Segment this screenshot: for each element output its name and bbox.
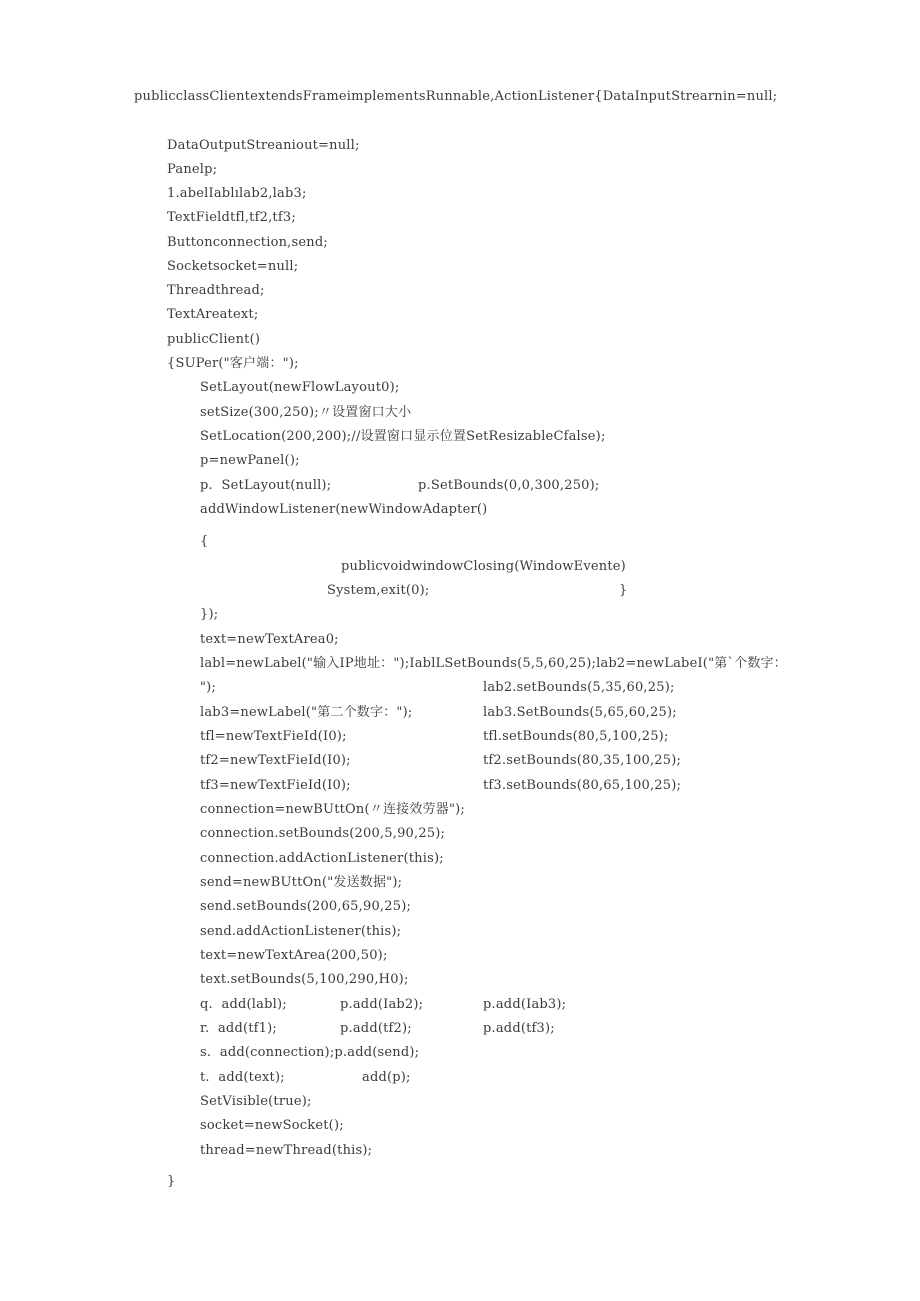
code-text: text=newTextArea(200,50); — [200, 948, 388, 963]
code-text: tf3=newTextFieId(I0); — [200, 778, 351, 793]
code-text: send.setBounds(200,65,90,25); — [200, 899, 412, 914]
code-text: 1.abelIablılab2,lab3; — [167, 186, 307, 201]
code-text: lab2.setBounds(5,35,60,25); — [483, 680, 675, 695]
code-text: TextFieldtfl,tf2,tf3; — [167, 210, 296, 225]
code-text: r. add(tf1); — [200, 1021, 278, 1036]
code-text: Socketsocket=null; — [167, 259, 299, 274]
code-text: p=newPanel(); — [200, 453, 300, 468]
code-text: } — [167, 1174, 176, 1189]
code-text: {SUPer("客户端："); — [167, 356, 299, 371]
code-text: publicclassClientextendsFrameimplementsRunnable,ActionListener{DataInputStrearnin=null; — [134, 89, 778, 104]
code-text: }); — [200, 607, 219, 622]
code-text: DataOutputStreaniout=null; — [167, 138, 360, 153]
code-text: addWindowListener(newWindowAdapter() — [200, 502, 488, 517]
code-text: tf3.setBounds(80,65,100,25); — [483, 778, 682, 793]
code-text: p.SetBounds(0,0,300,250); — [418, 478, 600, 493]
code-text: System,exit(0); — [327, 583, 430, 598]
code-text: p.add(Iab2); — [340, 997, 424, 1012]
code-text: connection.setBounds(200,5,90,25); — [200, 826, 446, 841]
code-text: p.add(tf2); — [340, 1021, 412, 1036]
code-text: send.addActionListener(this); — [200, 924, 402, 939]
code-text: SetLocation(200,200);//设置窗口显示位置SetResizableCfalse); — [200, 429, 606, 444]
code-text: "); — [200, 680, 217, 695]
code-text: TextAreatext; — [167, 307, 259, 322]
code-text: connection=newBUttOn(〃连接效劳器"); — [200, 802, 465, 817]
code-text: t. add(text); — [200, 1070, 285, 1085]
code-text: text=newTextArea0; — [200, 632, 339, 647]
code-text: tf2.setBounds(80,35,100,25); — [483, 753, 682, 768]
code-text: send=newBUttOn("发送数据"); — [200, 875, 403, 890]
code-text: tf2=newTextFieId(I0); — [200, 753, 351, 768]
code-text: p. SetLayout(null); — [200, 478, 332, 493]
code-text: p.add(Iab3); — [483, 997, 567, 1012]
code-text: labl=newLabel("输入IP地址：");IablLSetBounds(5,5,60,25);lab2=newLabeI("第`个数字： — [200, 656, 787, 671]
code-text: lab3=newLabel("第二个数字："); — [200, 705, 413, 720]
code-text: p.add(tf3); — [483, 1021, 555, 1036]
code-text: s. add(connection);p.add(send); — [200, 1045, 420, 1060]
code-text: connection.addActionListener(this); — [200, 851, 444, 866]
code-text: setSize(300,250);〃设置窗口大小 — [200, 405, 412, 420]
code-text: add(p); — [362, 1070, 411, 1085]
code-text: { — [200, 534, 209, 549]
code-text: tfl.setBounds(80,5,100,25); — [483, 729, 669, 744]
code-text: tfl=newTextFieId(I0); — [200, 729, 347, 744]
code-text: thread=newThread(this); — [200, 1143, 373, 1158]
code-text: Buttonconnection,send; — [167, 235, 328, 250]
code-text: text.setBounds(5,100,290,H0); — [200, 972, 409, 987]
code-text: } — [619, 583, 628, 598]
code-text: SetLayout(newFlowLayout0); — [200, 380, 400, 395]
code-text: publicvoidwindowClosing(WindowEvente) — [341, 559, 626, 574]
code-text: lab3.SetBounds(5,65,60,25); — [483, 705, 677, 720]
code-text: q. add(labl); — [200, 997, 287, 1012]
code-text: Threadthread; — [167, 283, 265, 298]
code-text: publicClient() — [167, 332, 261, 347]
code-text: Panelp; — [167, 162, 218, 177]
code-text: SetVisible(true); — [200, 1094, 312, 1109]
code-text: socket=newSocket(); — [200, 1118, 344, 1133]
